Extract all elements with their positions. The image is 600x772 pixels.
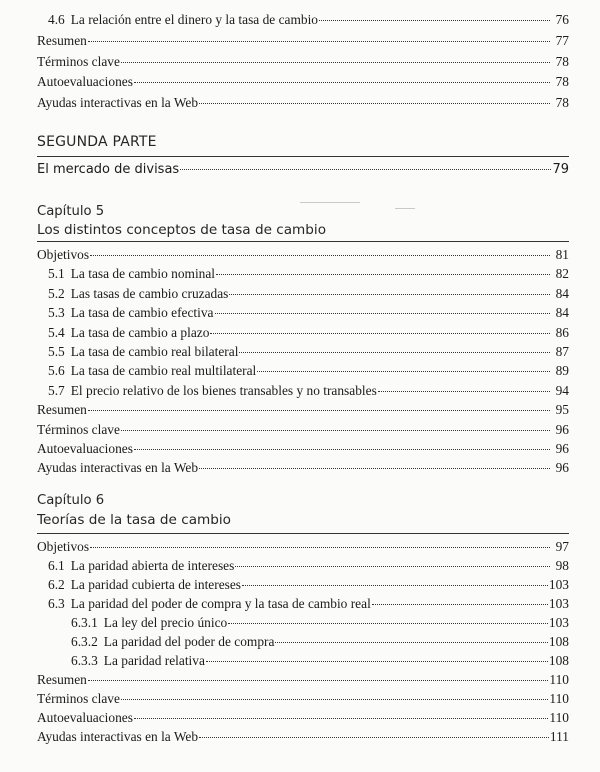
- chapter-label: Capítulo 5: [37, 204, 105, 219]
- leader-dots: [199, 735, 549, 738]
- entry-title: Autoevaluaciones: [37, 710, 133, 725]
- entry-title: La tasa de cambio real bilateral: [70, 344, 239, 359]
- entry-number: 6.3: [48, 596, 65, 611]
- toc-entry: [37, 729, 569, 745]
- leader-dots: [275, 640, 547, 643]
- divider: [37, 156, 569, 157]
- entry-number: 5.2: [48, 286, 65, 301]
- toc-entry: [48, 266, 569, 282]
- entry-page: 108: [548, 653, 569, 668]
- toc-entry: [48, 12, 569, 28]
- leader-dots: [121, 60, 550, 63]
- toc-entry: [48, 325, 569, 341]
- entry-title: Resumen: [37, 33, 87, 48]
- leader-dots: [216, 272, 550, 275]
- toc-entry: [48, 596, 569, 612]
- entry-number: 6.3.3: [71, 653, 98, 668]
- entry-title: La tasa de cambio efectiva: [70, 305, 214, 320]
- entry-number: 5.5: [48, 344, 65, 359]
- entry-title: Autoevaluaciones: [37, 74, 133, 89]
- entry-page: 110: [549, 672, 569, 687]
- leader-dots: [229, 292, 550, 295]
- leader-dots: [210, 331, 550, 334]
- leader-dots: [235, 564, 550, 567]
- entry-title: Resumen: [37, 402, 87, 417]
- entry-title: La paridad del poder de compra y la tasa de cambio real: [70, 596, 371, 611]
- toc-entry: [37, 539, 569, 555]
- entry-title: Términos clave: [37, 691, 120, 706]
- entry-title: Las tasas de cambio cruzadas: [70, 286, 229, 301]
- entry-page: 108: [548, 634, 569, 649]
- part-title-entry: [37, 162, 569, 178]
- entry-page: 84: [555, 305, 569, 320]
- entry-title: Términos clave: [37, 54, 120, 69]
- entry-page: 84: [555, 286, 569, 301]
- entry-number: 5.4: [48, 325, 65, 340]
- part-heading: SEGUNDA PARTE: [37, 134, 157, 150]
- entry-title: La relación entre el dinero y la tasa de cambio: [70, 12, 318, 27]
- leader-dots: [215, 311, 550, 314]
- entry-title: Objetivos: [37, 539, 90, 554]
- entry-number: 4.6: [48, 12, 65, 27]
- entry-page: 78: [555, 74, 569, 89]
- toc-entry: [37, 402, 569, 418]
- entry-number: 6.3.2: [71, 634, 98, 649]
- leader-dots: [180, 167, 551, 170]
- entry-number: 5.1: [48, 266, 65, 281]
- toc-entry: [37, 441, 569, 457]
- toc-entry: [37, 672, 569, 688]
- toc-entry: [37, 33, 569, 49]
- chapter-label: Capítulo 6: [37, 493, 105, 508]
- divider: [37, 533, 569, 534]
- leader-dots: [90, 545, 550, 548]
- leader-dots: [372, 602, 548, 605]
- entry-page: 81: [555, 247, 569, 262]
- leader-dots: [90, 253, 550, 256]
- leader-dots: [134, 716, 548, 719]
- leader-dots: [199, 466, 550, 469]
- entry-page: 95: [555, 402, 569, 417]
- leader-dots: [378, 389, 550, 392]
- leader-dots: [88, 408, 550, 411]
- entry-number: 5.7: [48, 383, 65, 398]
- entry-title: La paridad relativa: [103, 653, 205, 668]
- entry-page: 96: [555, 422, 569, 437]
- toc-entry: [71, 615, 569, 631]
- entry-page: 94: [555, 383, 569, 398]
- entry-page: 96: [555, 460, 569, 475]
- entry-page: 111: [549, 729, 569, 744]
- toc-entry: [48, 363, 569, 379]
- toc-entry: [37, 422, 569, 438]
- leader-dots: [199, 101, 550, 104]
- leader-dots: [206, 659, 548, 662]
- entry-page: 110: [549, 691, 569, 706]
- entry-title: Ayudas interactivas en la Web: [37, 729, 199, 744]
- leader-dots: [121, 697, 548, 700]
- entry-title: La paridad cubierta de intereses: [70, 577, 242, 592]
- entry-page: 86: [555, 325, 569, 340]
- leader-dots: [257, 369, 550, 372]
- entry-page: 77: [555, 33, 569, 48]
- entry-page: 98: [555, 558, 569, 573]
- chapter-title: Los distintos conceptos de tasa de cambio: [37, 222, 327, 238]
- scan-mark: [300, 202, 360, 203]
- toc-entry: [71, 653, 569, 669]
- leader-dots: [228, 621, 548, 624]
- entry-title: La paridad del poder de compra: [103, 634, 275, 649]
- toc-entry: [37, 691, 569, 707]
- toc-entry: [37, 95, 569, 111]
- entry-page: 103: [548, 596, 569, 611]
- leader-dots: [134, 447, 550, 450]
- entry-page: 87: [555, 344, 569, 359]
- entry-title: El precio relativo de los bienes transables y no transables: [70, 383, 377, 398]
- toc-entry: [48, 344, 569, 360]
- leader-dots: [319, 18, 550, 21]
- part-page: 79: [552, 162, 569, 177]
- toc-entry: [37, 247, 569, 263]
- toc-entry: [37, 74, 569, 90]
- entry-number: 6.3.1: [71, 615, 98, 630]
- toc-entry: [48, 286, 569, 302]
- scan-mark: [395, 208, 415, 209]
- entry-number: 6.1: [48, 558, 65, 573]
- toc-entry: [48, 305, 569, 321]
- toc-entry: [48, 558, 569, 574]
- toc-entry: [37, 460, 569, 476]
- leader-dots: [242, 583, 548, 586]
- entry-page: 78: [555, 54, 569, 69]
- entry-title: Términos clave: [37, 422, 120, 437]
- toc-entry: [48, 577, 569, 593]
- leader-dots: [121, 428, 550, 431]
- entry-page: 82: [555, 266, 569, 281]
- entry-page: 89: [555, 363, 569, 378]
- leader-dots: [134, 80, 550, 83]
- part-title: El mercado de divisas: [37, 162, 180, 177]
- entry-page: 97: [555, 539, 569, 554]
- entry-number: 5.3: [48, 305, 65, 320]
- entry-number: 5.6: [48, 363, 65, 378]
- chapter-title: Teorías de la tasa de cambio: [37, 512, 231, 528]
- divider: [37, 241, 569, 242]
- entry-title: La ley del precio único: [103, 615, 228, 630]
- toc-entry: [48, 383, 569, 399]
- entry-title: La tasa de cambio real multilateral: [70, 363, 257, 378]
- entry-page: 110: [549, 710, 569, 725]
- entry-page: 78: [555, 95, 569, 110]
- toc-entry: [37, 54, 569, 70]
- entry-number: 6.2: [48, 577, 65, 592]
- entry-page: 76: [555, 12, 569, 27]
- entry-title: Ayudas interactivas en la Web: [37, 460, 199, 475]
- entry-page: 96: [555, 441, 569, 456]
- entry-title: Ayudas interactivas en la Web: [37, 95, 199, 110]
- entry-title: La tasa de cambio nominal: [70, 266, 216, 281]
- entry-title: Resumen: [37, 672, 87, 687]
- toc-entry: [37, 710, 569, 726]
- toc-entry: [71, 634, 569, 650]
- entry-title: Autoevaluaciones: [37, 441, 133, 456]
- entry-title: Objetivos: [37, 247, 90, 262]
- entry-title: La paridad abierta de intereses: [70, 558, 235, 573]
- entry-title: La tasa de cambio a plazo: [70, 325, 210, 340]
- entry-page: 103: [548, 615, 569, 630]
- leader-dots: [88, 39, 550, 42]
- leader-dots: [88, 678, 549, 681]
- entry-page: 103: [548, 577, 569, 592]
- leader-dots: [239, 350, 550, 353]
